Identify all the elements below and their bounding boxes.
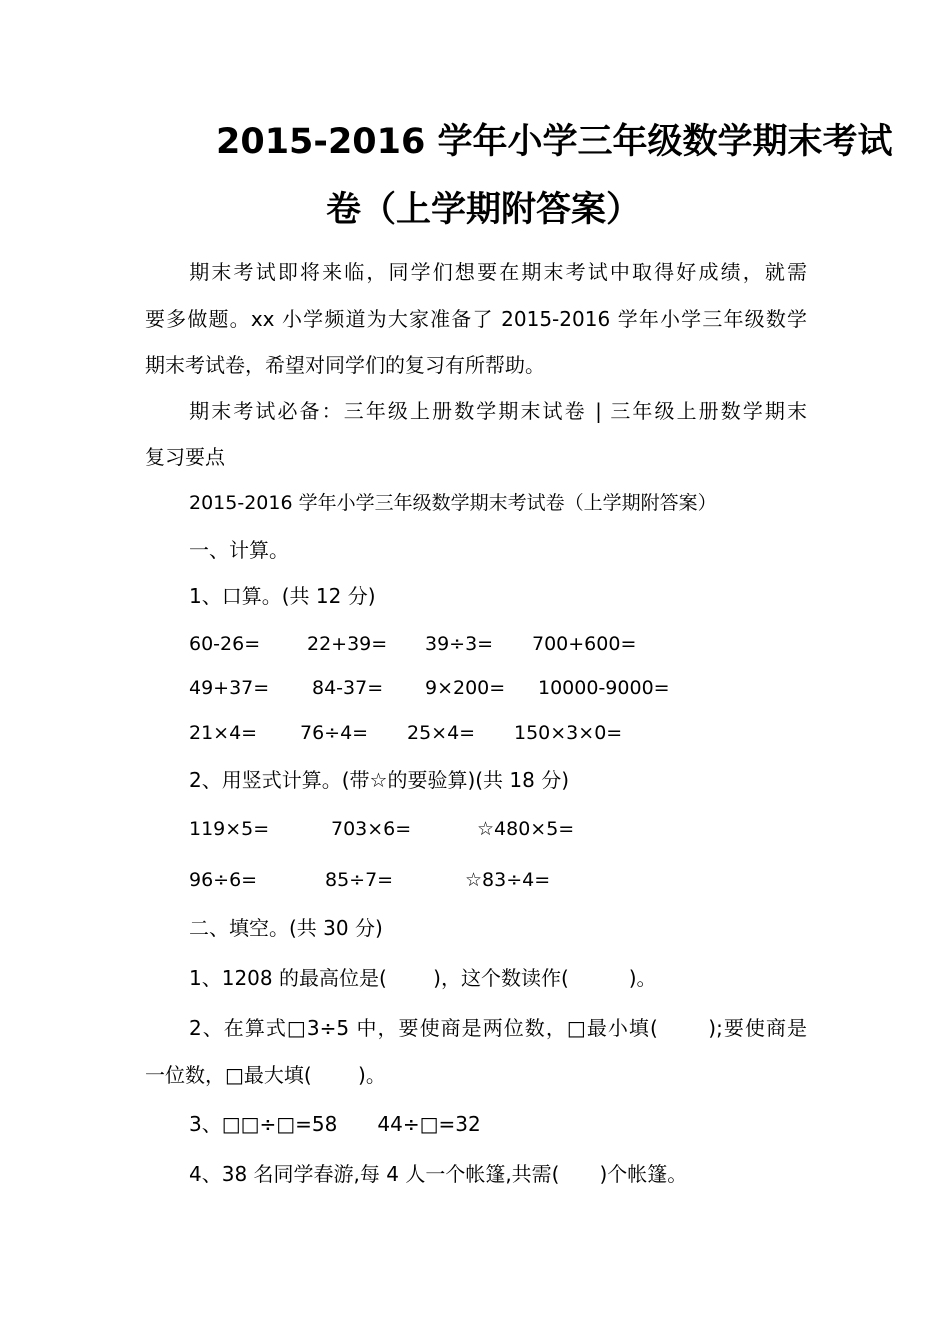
question-1-2: 2、用竖式计算。(带☆的要验算)(共 18 分) <box>189 768 570 792</box>
vertical-calc-item: ☆83÷4= <box>465 869 551 891</box>
oral-item: 21×4= <box>189 722 258 744</box>
oral-item: 10000-9000= <box>538 677 670 699</box>
question-1-1: 1、口算。(共 12 分) <box>189 584 376 608</box>
oral-item: 49+37= <box>189 677 270 699</box>
oral-item: 76÷4= <box>300 722 369 744</box>
intro-paragraph-2-line-1: 期末考试必备：三年级上册数学期末试卷 | 三年级上册数学期末 <box>145 399 807 423</box>
section-1-heading: 一、计算。 <box>189 538 289 562</box>
vertical-calc-item: 85÷7= <box>325 869 394 891</box>
document-title-line-1: 2015-2016 学年小学三年级数学期末考试 <box>216 122 893 162</box>
intro-paragraph-2-line-2: 复习要点 <box>145 445 225 469</box>
vertical-calc-item: 703×6= <box>331 818 412 840</box>
fill-question-1: 1、1208 的最高位是( )，这个数读作( )。 <box>189 966 657 990</box>
oral-item: 22+39= <box>307 633 388 655</box>
oral-item: 700+600= <box>532 633 637 655</box>
vertical-calc-item: ☆480×5= <box>477 818 575 840</box>
fill-question-2-line-2: 一位数，□最大填( )。 <box>145 1063 386 1087</box>
section-2-heading: 二、填空。(共 30 分) <box>189 916 383 940</box>
fill-question-3: 3、□□÷□=58 44÷□=32 <box>189 1112 481 1136</box>
vertical-calc-item: 119×5= <box>189 818 270 840</box>
oral-item: 9×200= <box>425 677 506 699</box>
fill-question-4: 4、38 名同学春游,每 4 人一个帐篷,共需( )个帐篷。 <box>189 1162 688 1186</box>
oral-item: 25×4= <box>407 722 476 744</box>
document-title-line-2: 卷（上学期附答案） <box>326 190 642 230</box>
intro-paragraph-1-line-1: 期末考试即将来临，同学们想要在期末考试中取得好成绩，就需 <box>145 260 807 284</box>
intro-paragraph-1-line-2: 要多做题。xx 小学频道为大家准备了 2015-2016 学年小学三年级数学 <box>145 307 807 331</box>
oral-item: 60-26= <box>189 633 261 655</box>
oral-item: 150×3×0= <box>514 722 623 744</box>
vertical-calc-item: 96÷6= <box>189 869 258 891</box>
exam-subtitle: 2015-2016 学年小学三年级数学期末考试卷（上学期附答案） <box>189 492 717 514</box>
fill-question-2-line-1: 2、在算式□3÷5 中，要使商是两位数，□最小填( );要使商是 <box>189 1016 807 1040</box>
intro-paragraph-1-line-3: 期末考试卷，希望对同学们的复习有所帮助。 <box>145 353 545 377</box>
oral-item: 39÷3= <box>425 633 494 655</box>
oral-item: 84-37= <box>312 677 384 699</box>
